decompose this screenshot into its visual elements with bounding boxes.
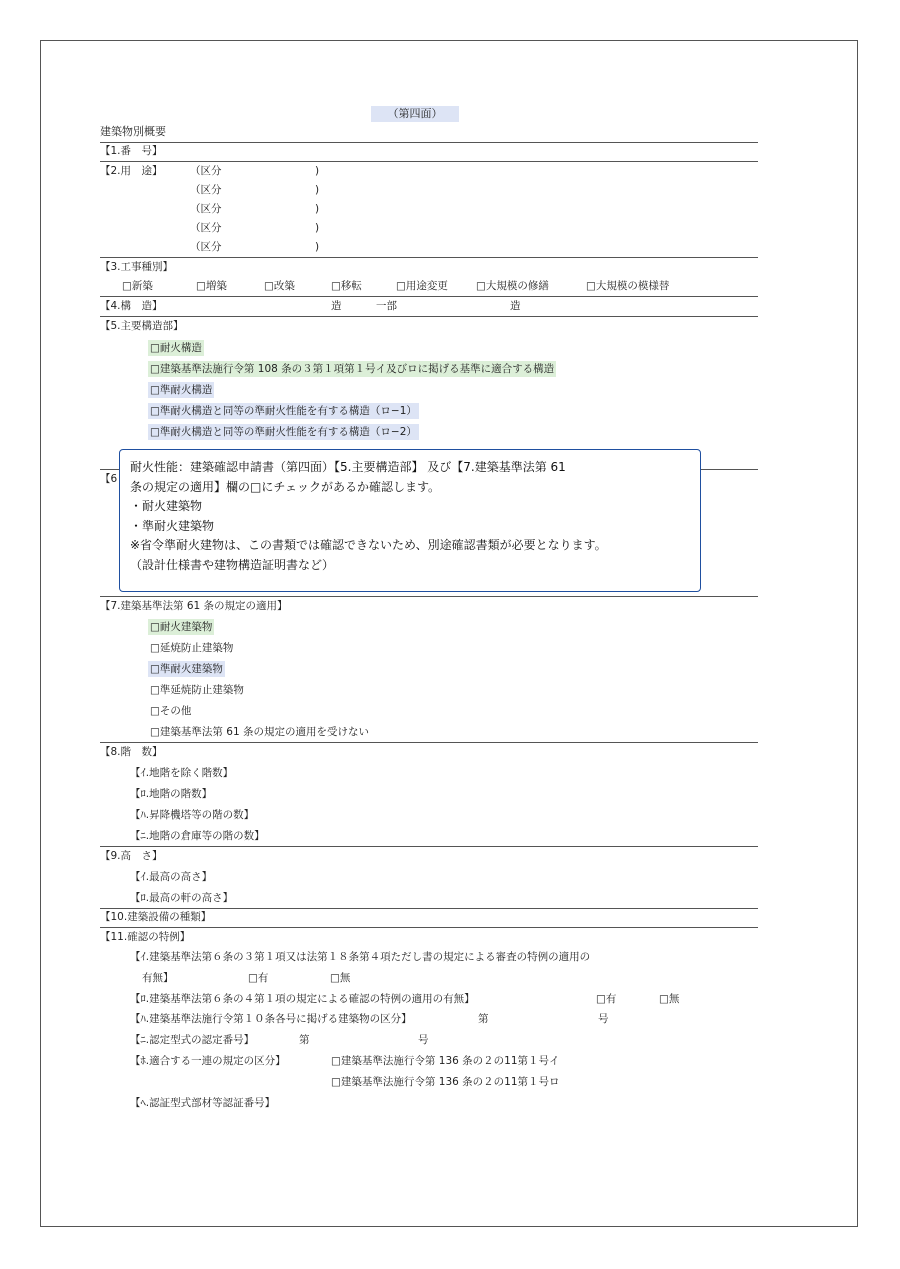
checkbox-fireproof-structure[interactable]: □耐火構造 (150, 342, 202, 354)
structure-suffix: 造 (510, 300, 521, 312)
checkbox-quasi-equivalent-ro1[interactable]: □準耐火構造と同等の準耐火性能を有する構造（ロ−1） (150, 405, 417, 417)
section-8-floors: 【8.階 数】 (100, 746, 163, 758)
special-ha-text: 【ﾊ.建築基準法施行令第１０条各号に掲げる建築物の区分】 (130, 1013, 412, 1025)
paren-close: ) (315, 184, 320, 196)
checkbox-quasi-equivalent-ro2[interactable]: □準耐火構造と同等の準耐火性能を有する構造（ロ−2） (150, 426, 417, 438)
section-3-work-type: 【3.工事種別】 (100, 261, 174, 273)
divider (100, 927, 758, 928)
section-6-label: 【6 (100, 473, 118, 485)
use-category-row: （区分 (190, 241, 222, 253)
checkbox-special-i-yes[interactable]: □有 (248, 972, 269, 984)
checkbox-fireproof-building[interactable]: □耐火建築物 (150, 621, 213, 633)
special-i-text: 【ｲ.建築基準法第６条の３第１項又は法第１８条第４項ただし書の規定による審査の特例の適用の (130, 951, 591, 963)
special-ni-dai: 第 (299, 1034, 310, 1046)
section-4-structure: 【4.構 造】 (100, 300, 163, 312)
popup-line: 耐火性能：建築確認申請書（第四面）【5.主要構造部】 及び【7.建築基準法第 61 (130, 460, 566, 474)
checkbox-special-i-no[interactable]: □無 (330, 972, 351, 984)
paren-close: ) (315, 222, 320, 234)
popup-line: 条の規定の適用】欄の□にチェックがあるか確認します。 (130, 479, 441, 494)
use-category-row: （区分 (190, 184, 222, 196)
paren-close: ) (315, 203, 320, 215)
divider (100, 296, 758, 297)
checkbox-relocation[interactable]: □移転 (331, 280, 362, 292)
checkbox-quasi-fireproof-structure[interactable]: □準耐火構造 (150, 384, 213, 396)
divider (100, 596, 758, 597)
section-5-main-structure: 【5.主要構造部】 (100, 320, 184, 332)
section-1-number: 【1.番 号】 (100, 145, 163, 157)
use-category-row: （区分 (190, 165, 222, 177)
divider (100, 316, 758, 317)
special-ni-go: 号 (418, 1034, 429, 1046)
popup-line: ・耐火建築物 (130, 499, 203, 513)
special-ni-text: 【ﾆ.認定型式の認定番号】 (130, 1034, 255, 1046)
floors-basement-storage: 【ﾆ.地階の倉庫等の階の数】 (130, 830, 265, 842)
checkbox-fire-spread-prevention[interactable]: □延焼防止建築物 (150, 642, 234, 654)
checkbox-not-applicable[interactable]: □建築基準法第 61 条の規定の適用を受けない (150, 726, 369, 738)
checkbox-special-ho-2[interactable]: □建築基準法施行令第 136 条の２の11第１号ロ (331, 1076, 560, 1088)
sheet-title: （第四面） (371, 106, 459, 122)
checkbox-art108-structure[interactable]: □建築基準法施行令第 108 条の３第１項第１号イ及びロに掲げる基準に適合する構造 (150, 363, 555, 375)
special-he-text: 【ﾍ.認証型式部材等認証番号】 (130, 1097, 276, 1109)
section-10-equipment: 【10.建築設備の種類】 (100, 911, 212, 923)
divider (100, 742, 758, 743)
max-height: 【ｲ.最高の高さ】 (130, 871, 213, 883)
checkbox-major-repair[interactable]: □大規模の修繕 (476, 280, 549, 292)
section-2-use: 【2.用 途】 (100, 165, 163, 177)
use-category-row: （区分 (190, 203, 222, 215)
structure-partial: 一部 (376, 300, 397, 312)
checkbox-new-build[interactable]: □新築 (122, 280, 153, 292)
checkbox-rebuild[interactable]: □改築 (264, 280, 295, 292)
max-eaves-height: 【ﾛ.最高の軒の高さ】 (130, 892, 234, 904)
checkbox-quasi-fire-spread-prevention[interactable]: □準延焼防止建築物 (150, 684, 244, 696)
popup-line: （設計仕様書や建物構造証明書など） (130, 557, 335, 572)
checkbox-quasi-fireproof-building[interactable]: □準耐火建築物 (150, 663, 223, 675)
special-ha-go: 号 (598, 1013, 609, 1025)
section-7-article61: 【7.建築基準法第 61 条の規定の適用】 (100, 600, 288, 612)
checkbox-other[interactable]: □その他 (150, 705, 192, 717)
section-11-special-cases: 【11.確認の特例】 (100, 931, 191, 943)
divider (100, 257, 758, 258)
divider (100, 161, 758, 162)
popup-line: ※省令準耐火建物は、この書類では確認できないため、別途確認書類が必要となります。 (130, 538, 607, 552)
section-9-height: 【9.高 さ】 (100, 850, 163, 862)
paren-close: ) (315, 241, 320, 253)
special-ro-text: 【ﾛ.建築基準法第６条の４第１項の規定による確認の特例の適用の有無】 (130, 993, 475, 1005)
special-ha-dai: 第 (478, 1013, 489, 1025)
paren-close: ) (315, 165, 320, 177)
structure-suffix: 造 (331, 300, 342, 312)
divider (100, 846, 758, 847)
special-ho-text: 【ﾎ.適合する一連の規定の区分】 (130, 1055, 286, 1067)
checkbox-major-remodel[interactable]: □大規模の模様替 (586, 280, 670, 292)
use-category-row: （区分 (190, 222, 222, 234)
checkbox-use-change[interactable]: □用途変更 (396, 280, 448, 292)
fire-resistance-info-popup (119, 449, 701, 592)
popup-line: ・準耐火建築物 (130, 518, 215, 533)
checkbox-special-ro-no[interactable]: □無 (659, 993, 680, 1005)
overview-heading: 建築物別概要 (100, 125, 166, 138)
floors-basement: 【ﾛ.地階の階数】 (130, 788, 213, 800)
checkbox-extension[interactable]: □増築 (196, 280, 227, 292)
checkbox-special-ho-1[interactable]: □建築基準法施行令第 136 条の２の11第１号イ (331, 1055, 560, 1067)
divider (100, 142, 758, 143)
checkbox-special-ro-yes[interactable]: □有 (596, 993, 617, 1005)
floors-above-ground: 【ｲ.地階を除く階数】 (130, 767, 234, 779)
divider (100, 908, 758, 909)
floors-elevator-tower: 【ﾊ.昇降機塔等の階の数】 (130, 809, 255, 821)
special-i-text-cont: 有無】 (142, 972, 174, 984)
